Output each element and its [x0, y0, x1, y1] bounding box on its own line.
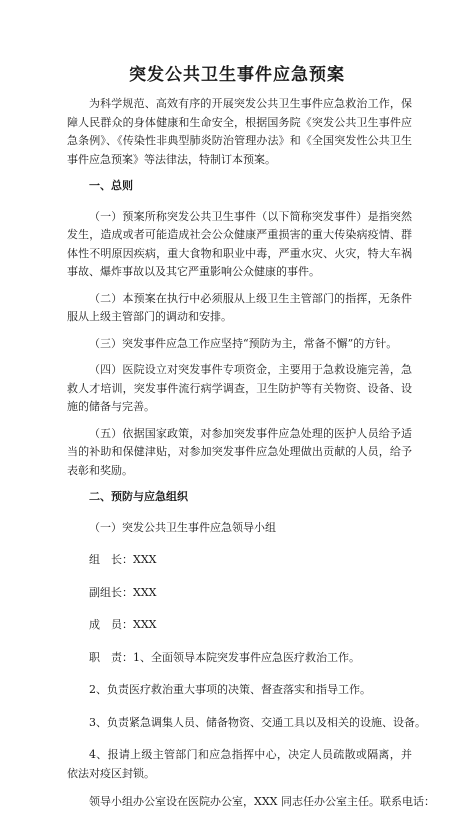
- group-deputy-leader: 副组长：XXX: [89, 585, 157, 599]
- general-item-5: （五）依据国家政策，对参加突发事件应急处理的医护人员给予适当的补助和保健津贴，对参加突发事件应急处理做出贡献的人员，给予表彰和奖励。: [67, 426, 412, 477]
- general-item-4: （四）医院设立对突发事件专项资金，主要用于急救设施完善，急救人才培训，突发事件流行病学调查，卫生防护等有关物资、设备、设施的储备与完善。: [67, 363, 412, 413]
- office-info: 领导小组办公室设在医院办公室，XXX 同志任办公室主任。联系电话：: [89, 795, 435, 808]
- general-item-2: （二）本预案在执行中必须服从上级卫生主管部门的指挥，无条件服从上级主管部门的调动和安排。: [67, 291, 412, 323]
- section-heading-organization: 二、预防与应急组织: [89, 490, 188, 503]
- document-body: [67, 95, 435, 826]
- duty-1: 职 责：1、全面领导本院突发事件应急医疗救治工作。: [89, 650, 360, 664]
- duty-3: 3、负责紧急调集人员、储备物资、交通工具以及相关的设施、设备。: [89, 715, 426, 729]
- leading-group-title: （一）突发公共卫生事件应急领导小组: [89, 520, 276, 534]
- duty-2: 2、负责医疗救治重大事项的决策、督查落实和指导工作。: [89, 683, 371, 696]
- section-heading-general: 一、总则: [89, 179, 133, 192]
- general-item-3: （三）突发事件应急工作应坚持“预防为主，常备不懈”的方针。: [89, 336, 398, 350]
- duty-4: 4、报请上级主管部门和应急指挥中心，决定人员疏散或隔离，并依法对疫区封锁。: [67, 748, 412, 780]
- group-leader: 组 长：XXX: [89, 553, 157, 566]
- document-title: 突发公共卫生事件应急预案: [129, 65, 345, 85]
- intro-paragraph: 为科学规范、高效有序的开展突发公共卫生事件应急救治工作，保障人民群众的身体健康和生命安全，根据国务院《突发公共卫生事件应急条例》、《传染性非典型肺炎防治管理办法》和《全国突发性公共卫生事件应急预案》等法律法，特制订本预案。: [67, 97, 412, 166]
- group-members: 成 员：XXX: [89, 618, 157, 631]
- general-item-1: （一）预案所称突发公共卫生事件（以下简称突发事件）是指突然发生，造成或者可能造成社会公众健康严重损害的重大传染病疫情、群体性不明原因疾病，重大食物和职业中毒，严重水灾、火灾，特大车祸事故、爆炸事故以及其它严重影响公众健康的事件。: [67, 209, 412, 278]
